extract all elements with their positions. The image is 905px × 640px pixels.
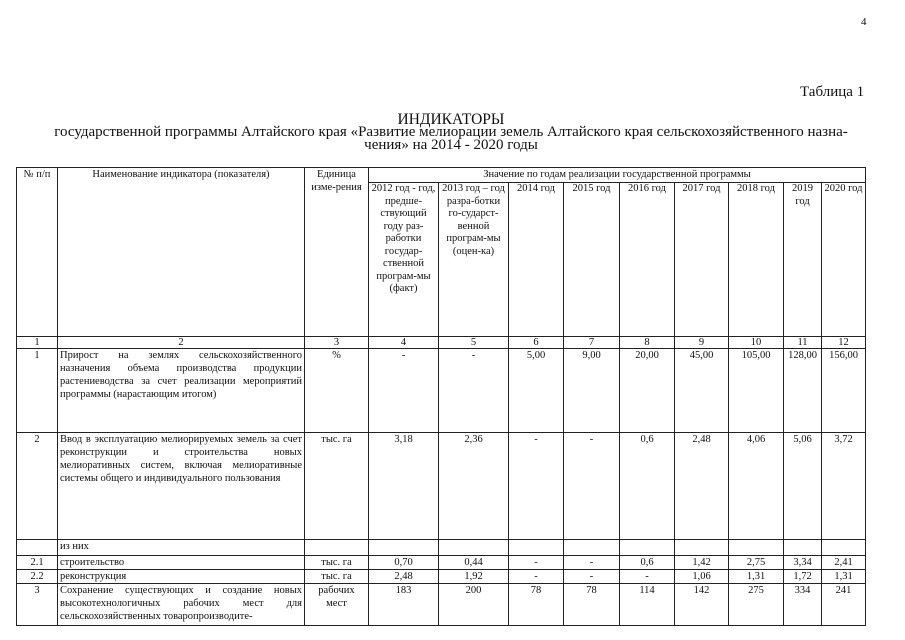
indicator-name: Сохранение существующих и создание новых высокотехнологичных рабочих мест для сельскохозяйственных товаропроизводите-	[58, 584, 305, 626]
header-name: Наименование индикатора (показателя)	[58, 168, 305, 337]
value-2015	[564, 540, 620, 556]
row-number	[17, 540, 58, 556]
colnum: 6	[509, 337, 564, 349]
value-2016: 0,6	[620, 433, 675, 540]
colnum: 9	[675, 337, 729, 349]
value-2018: 1,31	[729, 570, 784, 584]
value-2012	[369, 540, 439, 556]
page-number: 4	[861, 16, 867, 28]
value-2017: 2,48	[675, 433, 729, 540]
indicator-name: строительство	[58, 556, 305, 570]
header-2015: 2015 год	[564, 183, 620, 337]
value-2017: 45,00	[675, 349, 729, 433]
header-2017: 2017 год	[675, 183, 729, 337]
header-years-group: Значение по годам реализации государственной программы	[369, 168, 866, 183]
document-title	[30, 113, 872, 152]
indicator-unit: тыс. га	[305, 433, 369, 540]
value-2014: -	[509, 556, 564, 570]
value-2018: 2,75	[729, 556, 784, 570]
value-2015: -	[564, 556, 620, 570]
value-2018: 105,00	[729, 349, 784, 433]
table-row	[17, 540, 866, 556]
header-2016: 2016 год	[620, 183, 675, 337]
row-number: 3	[17, 584, 58, 626]
indicator-unit: %	[305, 349, 369, 433]
value-2014: -	[509, 433, 564, 540]
row-number: 2	[17, 433, 58, 540]
value-2017: 1,06	[675, 570, 729, 584]
value-2020: 241	[822, 584, 866, 626]
value-2015: -	[564, 433, 620, 540]
value-2017	[675, 540, 729, 556]
colnum: 8	[620, 337, 675, 349]
value-2019: 3,34	[784, 556, 822, 570]
header-unit: Единица изме-рения	[305, 168, 369, 337]
title-line-3: чения» на 2014 - 2020 годы	[364, 137, 538, 153]
value-2016: 0,6	[620, 556, 675, 570]
value-2015: 78	[564, 584, 620, 626]
value-2018	[729, 540, 784, 556]
value-2020: 2,41	[822, 556, 866, 570]
indicator-name: из них	[58, 540, 305, 556]
value-2012: 183	[369, 584, 439, 626]
value-2018: 275	[729, 584, 784, 626]
colnum: 12	[822, 337, 866, 349]
indicator-unit: тыс. га	[305, 570, 369, 584]
header-2020: 2020 год	[822, 183, 866, 337]
indicator-name: Ввод в эксплуатацию мелиорируемых земель за счет реконструкции и строительства новых мелиоративных систем, включая мелиоративные системы общего и индивидуального пользования	[58, 433, 305, 540]
value-2013: 1,92	[439, 570, 509, 584]
value-2020: 1,31	[822, 570, 866, 584]
colnum: 2	[58, 337, 305, 349]
colnum: 4	[369, 337, 439, 349]
value-2012: 2,48	[369, 570, 439, 584]
header-2018: 2018 год	[729, 183, 784, 337]
colnum: 3	[305, 337, 369, 349]
table-row	[17, 349, 866, 433]
value-2017: 1,42	[675, 556, 729, 570]
indicator-unit: тыс. га	[305, 556, 369, 570]
table-row	[17, 433, 866, 540]
row-number: 1	[17, 349, 58, 433]
value-2012: -	[369, 349, 439, 433]
value-2013: -	[439, 349, 509, 433]
value-2014	[509, 540, 564, 556]
header-no: № п/п	[17, 168, 58, 337]
indicator-name: Прирост на землях сельскохозяйственного назначения объема производства продукции растениеводства за счет реализации мероприятий программы (нарастающим итогом)	[58, 349, 305, 433]
value-2016	[620, 540, 675, 556]
header-row-1	[17, 168, 866, 183]
value-2019: 1,72	[784, 570, 822, 584]
value-2013: 200	[439, 584, 509, 626]
title-line-1: ИНДИКАТОРЫ	[397, 111, 505, 128]
row-number: 2.2	[17, 570, 58, 584]
indicators-table	[16, 167, 866, 626]
colnum: 10	[729, 337, 784, 349]
title-line-2: государственной программы Алтайского края «Развитие мелиорации земель Алтайского края сельскохозяйственного назна-	[54, 124, 848, 140]
colnum: 1	[17, 337, 58, 349]
value-2016: 20,00	[620, 349, 675, 433]
colnum: 5	[439, 337, 509, 349]
value-2012: 0,70	[369, 556, 439, 570]
table-row	[17, 556, 866, 570]
table-label: Таблица 1	[800, 84, 865, 100]
value-2016: -	[620, 570, 675, 584]
colnum: 11	[784, 337, 822, 349]
header-2014: 2014 год	[509, 183, 564, 337]
value-2013: 0,44	[439, 556, 509, 570]
value-2019: 334	[784, 584, 822, 626]
value-2019: 128,00	[784, 349, 822, 433]
value-2014: 5,00	[509, 349, 564, 433]
header-2012: 2012 год - год, предше-ствующий году раз-работки государ-ственной програм-мы (факт)	[369, 183, 439, 337]
row-number: 2.1	[17, 556, 58, 570]
colnum: 7	[564, 337, 620, 349]
column-numbers-row	[17, 337, 866, 349]
header-2019: 2019 год	[784, 183, 822, 337]
value-2012: 3,18	[369, 433, 439, 540]
value-2020	[822, 540, 866, 556]
value-2016: 114	[620, 584, 675, 626]
value-2017: 142	[675, 584, 729, 626]
indicator-unit	[305, 540, 369, 556]
value-2019	[784, 540, 822, 556]
value-2015: 9,00	[564, 349, 620, 433]
value-2014: 78	[509, 584, 564, 626]
value-2014: -	[509, 570, 564, 584]
value-2020: 3,72	[822, 433, 866, 540]
table-row	[17, 570, 866, 584]
header-2013: 2013 год – год разра-ботки го-сударст-венной програм-мы (оцен-ка)	[439, 183, 509, 337]
value-2018: 4,06	[729, 433, 784, 540]
value-2013	[439, 540, 509, 556]
value-2013: 2,36	[439, 433, 509, 540]
value-2019: 5,06	[784, 433, 822, 540]
indicator-unit: рабочих мест	[305, 584, 369, 626]
value-2020: 156,00	[822, 349, 866, 433]
indicator-name: реконструкция	[58, 570, 305, 584]
value-2015: -	[564, 570, 620, 584]
table-row	[17, 584, 866, 626]
